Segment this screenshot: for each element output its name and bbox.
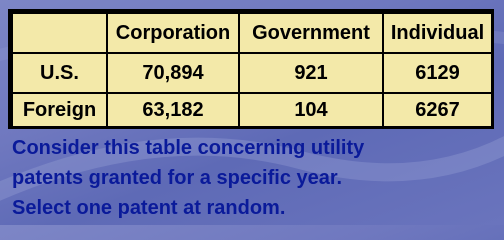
table-cell: 63,182 bbox=[107, 93, 239, 127]
caption-line: patents granted for a specific year. bbox=[12, 167, 343, 189]
table-cell: 104 bbox=[239, 93, 383, 127]
patents-table bbox=[11, 12, 493, 128]
table-row bbox=[12, 53, 492, 93]
table-row bbox=[12, 93, 492, 127]
caption-line: Consider this table concerning utility bbox=[12, 137, 365, 159]
row-header-foreign: Foreign bbox=[12, 93, 107, 127]
patents-table-container bbox=[8, 9, 494, 129]
table-header-row bbox=[12, 13, 492, 53]
column-header-individual: Individual bbox=[383, 13, 492, 53]
table-cell: 6267 bbox=[383, 93, 492, 127]
table-cell: 70,894 bbox=[107, 53, 239, 93]
table-cell: 6129 bbox=[383, 53, 492, 93]
table-cell: 921 bbox=[239, 53, 383, 93]
corner-cell bbox=[12, 13, 107, 53]
column-header-government: Government bbox=[239, 13, 383, 53]
row-header-us: U.S. bbox=[12, 53, 107, 93]
column-header-corporation: Corporation bbox=[107, 13, 239, 53]
caption-line: Select one patent at random. bbox=[12, 197, 286, 219]
caption-text bbox=[12, 133, 500, 223]
